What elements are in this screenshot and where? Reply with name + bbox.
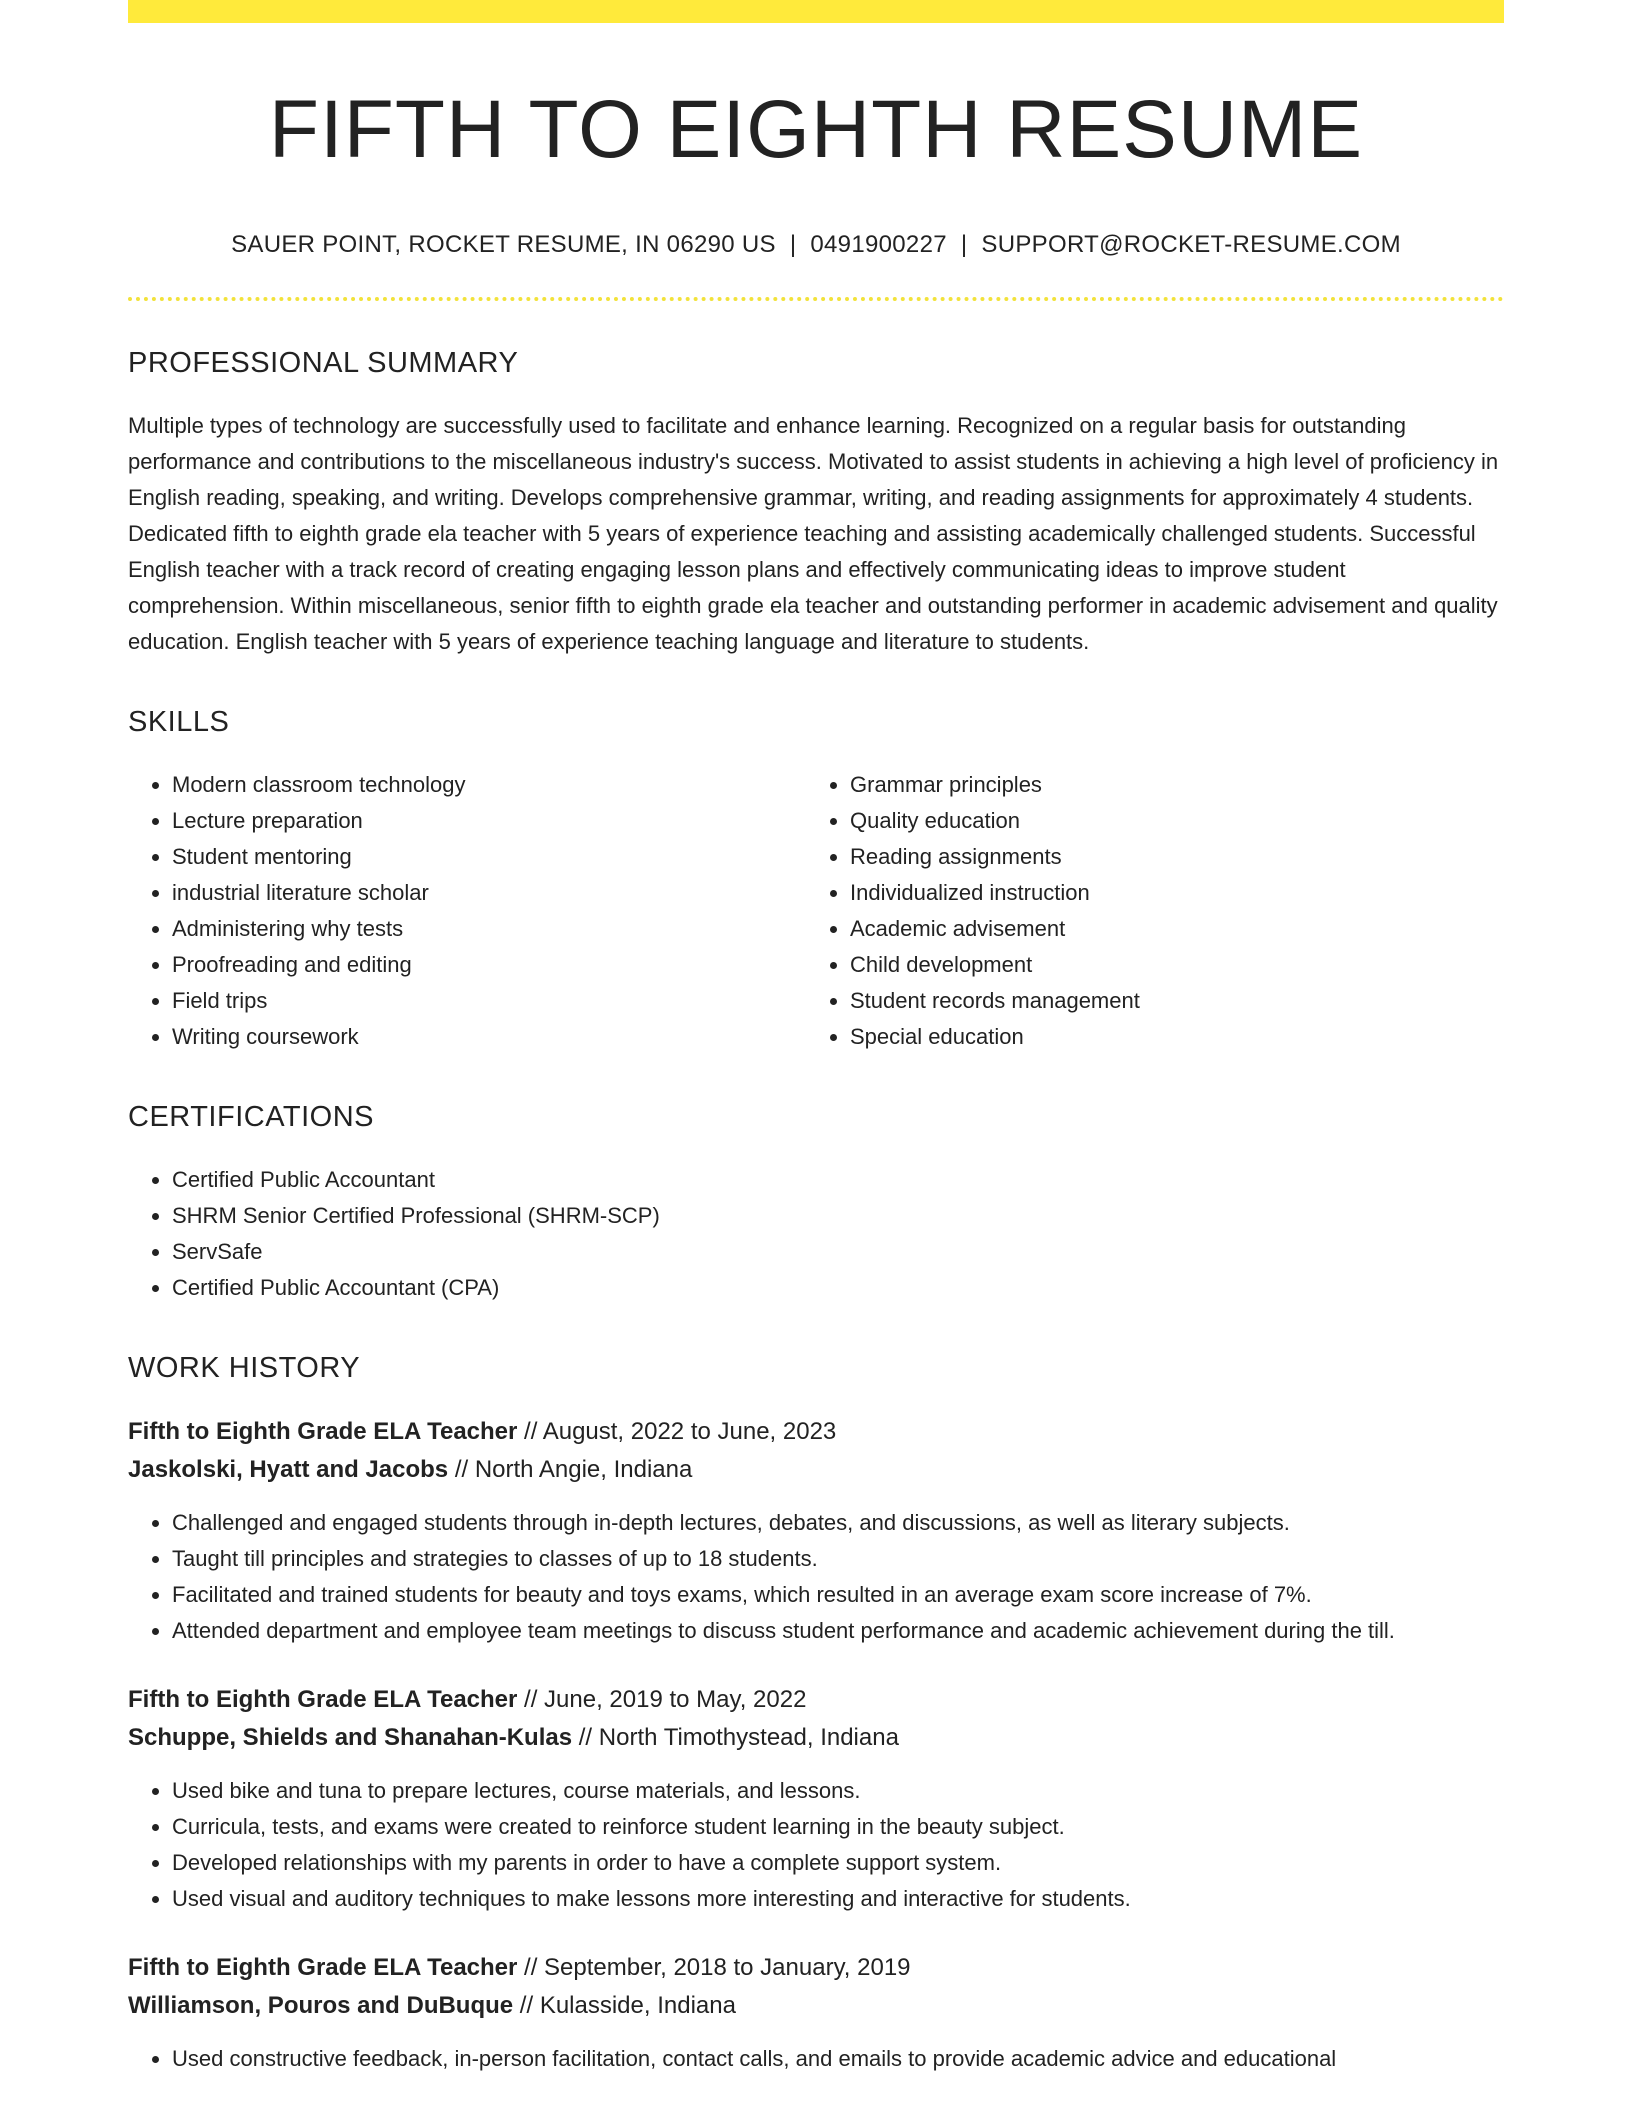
work-history-section: [128, 1352, 1504, 2077]
job-duty: • Attended department and employee team meetings to discuss student performance and academic achievement during the till.: [172, 1613, 1504, 1649]
job-entry: [128, 1949, 1504, 2077]
skill-item: • Special education: [850, 1019, 1484, 1055]
job-duty: • Curricula, tests, and exams were created to reinforce student learning in the beauty subject.: [172, 1809, 1504, 1845]
section-title-work-history: WORK HISTORY: [128, 1352, 361, 1385]
skill-item: • Administering why tests: [172, 911, 806, 947]
job-company: Jaskolski, Hyatt and Jacobs: [128, 1456, 449, 1484]
resume-page: [128, 0, 1504, 2077]
section-title-certifications: CERTIFICATIONS: [128, 1101, 374, 1134]
professional-summary-section: [128, 347, 1504, 660]
summary-text: Multiple types of technology are successfully used to facilitate and enhance learning. Recognized on a regular basis for outstanding performance and contributions to the miscellaneous industry's success. Motivated to assist students in achieving a high level of proficiency in English reading, speaking, and writing. Develops comprehensive grammar, writing, and reading assignments for approximately 4 students. Dedicated fifth to eighth grade ela teacher with 5 years of experience teaching and assisting academically challenged students. Successful English teacher with a track record of creating engaging lesson plans and effectively communicating ideas to improve student comprehension. Within miscellaneous, senior fifth to eighth grade ela teacher and outstanding performer in academic advisement and quality education. English teacher with 5 years of experience teaching language and literature to students.: [128, 413, 1499, 655]
job-position: Fifth to Eighth Grade ELA Teacher: [128, 1954, 518, 1982]
job-duty: • Developed relationships with my parents in order to have a complete support system.: [172, 1845, 1504, 1881]
skills-column-left: [128, 767, 806, 1055]
job-duty: • Taught till principles and strategies to classes of up to 18 students.: [172, 1541, 1504, 1577]
certifications-list: [128, 1162, 1504, 1306]
job-title-line: [128, 1681, 1504, 1719]
contact-line: [128, 231, 1504, 259]
job-dates: // September, 2018 to January, 2019: [517, 1954, 911, 1982]
job-title-line: [128, 1413, 1504, 1451]
section-title-skills: SKILLS: [128, 706, 230, 739]
job-duty: • Facilitated and trained students for beauty and toys exams, which resulted in an average exam score increase of 7%.: [172, 1577, 1504, 1613]
skills-column-right: [806, 767, 1484, 1055]
skill-item: • Academic advisement: [850, 911, 1484, 947]
job-company-line: [128, 1987, 1504, 2025]
certification-item: • Certified Public Accountant (CPA): [172, 1270, 1504, 1306]
skill-item: • Individualized instruction: [850, 875, 1484, 911]
section-title-summary: PROFESSIONAL SUMMARY: [128, 347, 519, 380]
job-company: Williamson, Pouros and DuBuque: [128, 1992, 514, 2020]
job-duties-list: [128, 1773, 1504, 1917]
skills-section: [128, 706, 1504, 1055]
skill-item: • Proofreading and editing: [172, 947, 806, 983]
job-position: Fifth to Eighth Grade ELA Teacher: [128, 1686, 518, 1714]
job-entry: [128, 1413, 1504, 1649]
skills-list-left: [128, 767, 806, 1055]
job-location: // Kulasside, Indiana: [513, 1992, 736, 2020]
contact-separator: |: [789, 231, 797, 259]
skill-item: • Grammar principles: [850, 767, 1484, 803]
job-duty: • Challenged and engaged students through in-depth lectures, debates, and discussions, as well as literary subjects.: [172, 1505, 1504, 1541]
email-address: SUPPORT@ROCKET-RESUME.COM: [981, 231, 1401, 259]
job-company-line: [128, 1719, 1504, 1757]
job-company-line: [128, 1451, 1504, 1489]
skill-item: • Lecture preparation: [172, 803, 806, 839]
job-duty: • Used visual and auditory techniques to make lessons more interesting and interactive for students.: [172, 1881, 1504, 1917]
phone-number: 0491900227: [810, 231, 947, 259]
skill-item: • Field trips: [172, 983, 806, 1019]
job-position: Fifth to Eighth Grade ELA Teacher: [128, 1418, 518, 1446]
certification-item: • SHRM Senior Certified Professional (SHRM-SCP): [172, 1198, 1504, 1234]
skill-item: • Student mentoring: [172, 839, 806, 875]
job-location: // North Angie, Indiana: [448, 1456, 693, 1484]
job-duties-list: [128, 2041, 1504, 2077]
job-duty: • Used constructive feedback, in-person facilitation, contact calls, and emails to provide academic advice and educational: [172, 2041, 1504, 2077]
job-title-line: [128, 1949, 1504, 1987]
skills-list-right: [806, 767, 1484, 1055]
skill-item: • Reading assignments: [850, 839, 1484, 875]
job-duty: • Used bike and tuna to prepare lectures, course materials, and lessons.: [172, 1773, 1504, 1809]
header-divider: [128, 297, 1504, 301]
skill-item: • Quality education: [850, 803, 1484, 839]
resume-title: FIFTH TO EIGHTH RESUME: [268, 84, 1364, 175]
certification-item: • Certified Public Accountant: [172, 1162, 1504, 1198]
job-company: Schuppe, Shields and Shanahan-Kulas: [128, 1724, 573, 1752]
job-location: // North Timothystead, Indiana: [572, 1724, 899, 1752]
certification-item: • ServSafe: [172, 1234, 1504, 1270]
address: SAUER POINT, ROCKET RESUME, IN 06290 US: [231, 231, 776, 259]
skill-item: • Student records management: [850, 983, 1484, 1019]
header-accent-bar: [128, 0, 1504, 23]
contact-separator: |: [960, 231, 968, 259]
skills-grid: [128, 767, 1504, 1055]
skill-item: • Modern classroom technology: [172, 767, 806, 803]
job-entry: [128, 1681, 1504, 1917]
job-dates: // August, 2022 to June, 2023: [517, 1418, 837, 1446]
job-dates: // June, 2019 to May, 2022: [517, 1686, 807, 1714]
skill-item: • Writing coursework: [172, 1019, 806, 1055]
skill-item: • industrial literature scholar: [172, 875, 806, 911]
job-duties-list: [128, 1505, 1504, 1649]
certifications-section: [128, 1101, 1504, 1306]
skill-item: • Child development: [850, 947, 1484, 983]
